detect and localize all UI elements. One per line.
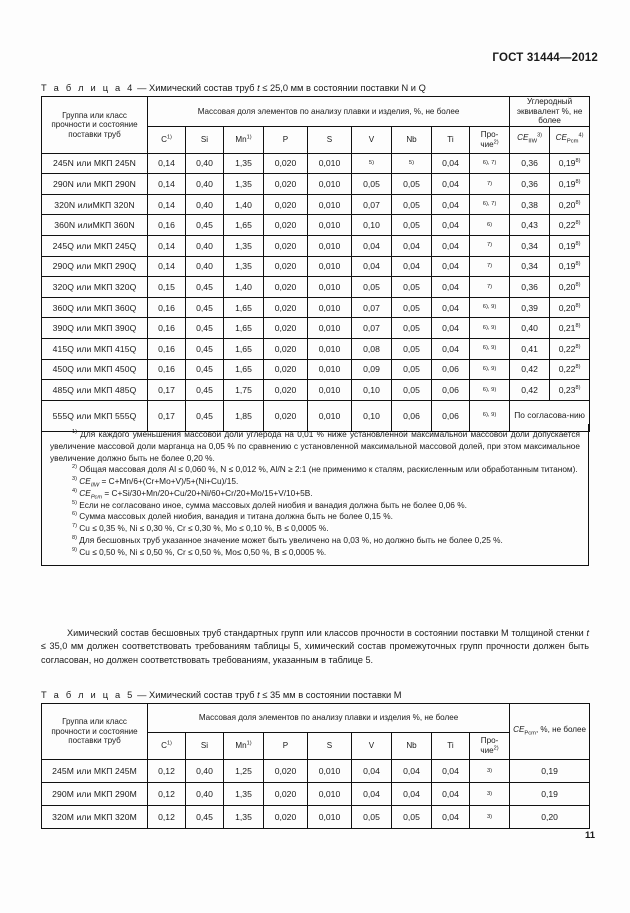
other-cell: 6) [470, 215, 510, 236]
other-cell: 7) [470, 256, 510, 277]
s-cell: 0,010 [308, 338, 352, 359]
nb-cell: 0,05 [392, 359, 432, 380]
table-4-col-ce-iiw: $CE_{IIW}^{3)}$ [510, 126, 550, 153]
standard-header: ГОСТ 31444—2012 [492, 52, 598, 64]
mn-cell: 1,25 [224, 760, 264, 783]
nb-cell: 0,06 [392, 400, 432, 431]
v-cell: 0,04 [352, 256, 392, 277]
table-4-col-other: Про- чие$^{2)}$ [470, 126, 510, 153]
c-cell: 0,14 [148, 256, 186, 277]
table-4-col-mn: Mn$^{1)}$ [224, 126, 264, 153]
table-4-header-grade: Группа или класс прочности и состояние поставки труб [42, 97, 148, 154]
s-cell: 0,010 [308, 318, 352, 339]
other-cell: 6), 9) [470, 318, 510, 339]
si-cell: 0,40 [186, 153, 224, 174]
ce-pcm-cell: 0,20 [510, 806, 590, 829]
si-cell: 0,40 [186, 783, 224, 806]
grade-cell: 245N или МКП 245N [42, 153, 148, 174]
table-5-caption-text: — Химический состав труб t ≤ 35 мм в состоянии поставки M [134, 690, 402, 700]
table-4-header-ce: Углеродный эквивалент %, не более [510, 97, 590, 127]
ce-iiw-cell: 0,40 [510, 318, 550, 339]
mn-cell: 1,40 [224, 277, 264, 298]
table-row [42, 297, 590, 318]
mn-cell: 1,65 [224, 338, 264, 359]
si-cell: 0,45 [186, 338, 224, 359]
footnote-4: $^{4)}$ $CE_{Pсm} = C+Si/30+Mn/20+Cu/20+Ni/60+Cr/20+Mo/15+V/10+5B$. [72, 487, 313, 501]
grade-cell: 290M или МКП 290M [42, 783, 148, 806]
v-cell: 0,08 [352, 338, 392, 359]
mn-cell: 1,35 [224, 806, 264, 829]
footnote-1: $^{1)}$ Для каждого уменьшения массовой доли углерода на 0,01 % ниже установленной максимальной массовой доли допускается увеличение массовой доли марганца на 0,05 % по сравнению с установленной максимальной массовой долей, при этом максимальное увеличение должно быть не более 0,20 %. [50, 429, 580, 463]
table-5-col-s: S [308, 733, 352, 760]
ti-cell: 0,04 [432, 174, 470, 195]
table-4-col-ti: Ti [432, 126, 470, 153]
si-cell: 0,45 [186, 359, 224, 380]
p-cell: 0,020 [264, 783, 308, 806]
table-4-caption-prefix: Т а б л и ц а 4 [41, 83, 135, 93]
grade-cell: 290N или МКП 290N [42, 174, 148, 195]
mn-cell: 1,65 [224, 318, 264, 339]
v-cell: 5) [352, 153, 392, 174]
si-cell: 0,45 [186, 380, 224, 401]
p-cell: 0,020 [264, 215, 308, 236]
s-cell: 0,010 [308, 194, 352, 215]
ce-pcm-cell: 0,20$^{8)}$ [550, 277, 590, 298]
table-row [42, 380, 590, 401]
ti-cell: 0,06 [432, 380, 470, 401]
table-5-col-ti: Ti [432, 733, 470, 760]
mn-cell: 1,65 [224, 359, 264, 380]
v-cell: 0,04 [352, 236, 392, 257]
table-row [42, 236, 590, 257]
grade-cell: 390Q или МКП 390Q [42, 318, 148, 339]
nb-cell: 0,05 [392, 194, 432, 215]
ti-cell: 0,04 [432, 215, 470, 236]
mn-cell: 1,75 [224, 380, 264, 401]
c-cell: 0,16 [148, 338, 186, 359]
c-cell: 0,12 [148, 806, 186, 829]
nb-cell: 0,05 [392, 318, 432, 339]
si-cell: 0,40 [186, 236, 224, 257]
p-cell: 0,020 [264, 760, 308, 783]
other-cell: 6), 9) [470, 400, 510, 431]
ti-cell: 0,04 [432, 760, 470, 783]
nb-cell: 5) [392, 153, 432, 174]
footnote-2: $^{2)}$ Общая массовая доля Al ≤ 0,060 %, N ≤ 0,012 %, Al/N ≥ 2:1 (не применимо к сталям, раскисленным или обработанным титаном). [72, 464, 578, 475]
c-cell: 0,14 [148, 153, 186, 174]
table-5-col-c: $C^{1)}$ [148, 733, 186, 760]
table-row [42, 338, 590, 359]
nb-cell: 0,05 [392, 277, 432, 298]
other-cell: 7) [470, 174, 510, 195]
si-cell: 0,45 [186, 318, 224, 339]
mn-cell: 1,35 [224, 174, 264, 195]
footnote-9: $^{9)}$ Cu ≤ 0,50 %, Ni ≤ 0,50 %, Cr ≤ 0,50 %, Mo≤ 0,50 %, B ≤ 0,0005 %. [72, 546, 327, 557]
table-row [42, 760, 590, 783]
s-cell: 0,010 [308, 153, 352, 174]
si-cell: 0,40 [186, 194, 224, 215]
table-row [42, 277, 590, 298]
table-5-caption [41, 690, 402, 700]
ti-cell: 0,04 [432, 297, 470, 318]
ce-pcm-cell: 0,22$^{8)}$ [550, 215, 590, 236]
other-cell: 6), 9) [470, 359, 510, 380]
nb-cell: 0,04 [392, 236, 432, 257]
ce-pcm-cell: 0,19$^{8)}$ [550, 236, 590, 257]
other-cell: 3) [470, 783, 510, 806]
table-4-col-s: S [308, 126, 352, 153]
s-cell: 0,010 [308, 277, 352, 298]
ce-iiw-cell: 0,36 [510, 153, 550, 174]
ce-pcm-cell: 0,19 [510, 760, 590, 783]
p-cell: 0,020 [264, 256, 308, 277]
s-cell: 0,010 [308, 359, 352, 380]
v-cell: 0,04 [352, 783, 392, 806]
v-cell: 0,05 [352, 806, 392, 829]
other-cell: 7) [470, 236, 510, 257]
ce-iiw-cell: 0,43 [510, 215, 550, 236]
mn-cell: 1,65 [224, 215, 264, 236]
grade-cell: 245Q или МКП 245Q [42, 236, 148, 257]
table-row [42, 215, 590, 236]
si-cell: 0,45 [186, 297, 224, 318]
mn-cell: 1,35 [224, 256, 264, 277]
ti-cell: 0,04 [432, 338, 470, 359]
other-cell: 6), 9) [470, 380, 510, 401]
table-4-caption-text: — Химический состав труб t ≤ 25,0 мм в состоянии поставки N и Q [134, 83, 426, 93]
grade-cell: 320N илиМКП 320N [42, 194, 148, 215]
p-cell: 0,020 [264, 380, 308, 401]
table-5 [41, 703, 590, 829]
s-cell: 0,010 [308, 760, 352, 783]
p-cell: 0,020 [264, 153, 308, 174]
ce-iiw-cell: 0,42 [510, 380, 550, 401]
grade-cell: 415Q или МКП 415Q [42, 338, 148, 359]
ce-agreed-cell: По согласова-нию [510, 400, 590, 431]
table-row [42, 359, 590, 380]
nb-cell: 0,05 [392, 806, 432, 829]
grade-cell: 290Q или МКП 290Q [42, 256, 148, 277]
s-cell: 0,010 [308, 215, 352, 236]
ce-pcm-cell: 0,19$^{8)}$ [550, 174, 590, 195]
p-cell: 0,020 [264, 338, 308, 359]
ce-pcm-cell: 0,22$^{8)}$ [550, 338, 590, 359]
v-cell: 0,09 [352, 359, 392, 380]
nb-cell: 0,04 [392, 256, 432, 277]
mn-cell: 1,85 [224, 400, 264, 431]
footnote-8: $^{8)}$ Для бесшовных труб указанное значение может быть увеличено на 0,03 %, но должно быть не более 0,25 %. [72, 535, 503, 546]
v-cell: 0,10 [352, 400, 392, 431]
ti-cell: 0,04 [432, 783, 470, 806]
si-cell: 0,45 [186, 806, 224, 829]
ce-iiw-cell: 0,41 [510, 338, 550, 359]
p-cell: 0,020 [264, 236, 308, 257]
si-cell: 0,45 [186, 400, 224, 431]
table-5-header-ce: $CE_{Pсm}$, %, не более [510, 704, 590, 760]
ce-iiw-cell: 0,34 [510, 256, 550, 277]
p-cell: 0,020 [264, 297, 308, 318]
table-5-header-elements: Массовая доля элементов по анализу плавки и изделия %, не более [148, 704, 510, 733]
ti-cell: 0,04 [432, 256, 470, 277]
other-cell: 6), 9) [470, 297, 510, 318]
ti-cell: 0,04 [432, 318, 470, 339]
table-5-col-v: V [352, 733, 392, 760]
v-cell: 0,10 [352, 380, 392, 401]
table-4-col-ce-pcm: $CE_{Pсm}^{4)}$ [550, 126, 590, 153]
table-row [42, 256, 590, 277]
v-cell: 0,07 [352, 318, 392, 339]
s-cell: 0,010 [308, 256, 352, 277]
grade-cell: 360Q или МКП 360Q [42, 297, 148, 318]
mn-cell: 1,35 [224, 236, 264, 257]
c-cell: 0,15 [148, 277, 186, 298]
mn-cell: 1,40 [224, 194, 264, 215]
c-cell: 0,14 [148, 174, 186, 195]
ce-pcm-cell: 0,20$^{8)}$ [550, 297, 590, 318]
table-row [42, 806, 590, 829]
grade-cell: 450Q или МКП 450Q [42, 359, 148, 380]
p-cell: 0,020 [264, 806, 308, 829]
other-cell: 6), 9) [470, 338, 510, 359]
p-cell: 0,020 [264, 318, 308, 339]
ce-pcm-cell: 0,19$^{8)}$ [550, 153, 590, 174]
ce-pcm-cell: 0,19$^{8)}$ [550, 256, 590, 277]
v-cell: 0,05 [352, 174, 392, 195]
nb-cell: 0,05 [392, 297, 432, 318]
other-cell: 6), 7) [470, 194, 510, 215]
nb-cell: 0,04 [392, 783, 432, 806]
p-cell: 0,020 [264, 400, 308, 431]
grade-cell: 555Q или МКП 555Q [42, 400, 148, 431]
table-5-caption-prefix: Т а б л и ц а 5 [41, 690, 135, 700]
ti-cell: 0,06 [432, 400, 470, 431]
other-cell: 3) [470, 760, 510, 783]
mn-cell: 1,65 [224, 297, 264, 318]
table-4-header-elements: Массовая доля элементов по анализу плавки и изделия, %, не более [148, 97, 510, 127]
ce-pcm-cell: 0,23$^{8)}$ [550, 380, 590, 401]
c-cell: 0,16 [148, 359, 186, 380]
mn-cell: 1,35 [224, 783, 264, 806]
s-cell: 0,010 [308, 174, 352, 195]
p-cell: 0,020 [264, 194, 308, 215]
table-row [42, 153, 590, 174]
table-4-footnotes [41, 424, 589, 566]
ce-pcm-cell: 0,20$^{8)}$ [550, 194, 590, 215]
si-cell: 0,40 [186, 174, 224, 195]
footnote-3: $^{3)}$ $CE_{IIW} = C+Mn/6+(Cr+Mo+V)/5+(Ni+Cu)/15$. [72, 476, 239, 489]
table-4-col-p: P [264, 126, 308, 153]
grade-cell: 320Q или МКП 320Q [42, 277, 148, 298]
table-4-col-c: $C^{1)}$ [148, 126, 186, 153]
si-cell: 0,45 [186, 277, 224, 298]
table-row [42, 783, 590, 806]
s-cell: 0,010 [308, 380, 352, 401]
si-cell: 0,40 [186, 256, 224, 277]
nb-cell: 0,05 [392, 380, 432, 401]
ce-iiw-cell: 0,38 [510, 194, 550, 215]
c-cell: 0,12 [148, 760, 186, 783]
other-cell: 6), 7) [470, 153, 510, 174]
c-cell: 0,16 [148, 215, 186, 236]
p-cell: 0,020 [264, 174, 308, 195]
ce-pcm-cell: 0,22$^{8)}$ [550, 359, 590, 380]
s-cell: 0,010 [308, 400, 352, 431]
page-number: 11 [584, 830, 595, 841]
table-row [42, 174, 590, 195]
si-cell: 0,40 [186, 760, 224, 783]
ti-cell: 0,04 [432, 277, 470, 298]
c-cell: 0,16 [148, 318, 186, 339]
table-4-col-v: V [352, 126, 392, 153]
ce-pcm-cell: 0,19 [510, 783, 590, 806]
ti-cell: 0,04 [432, 806, 470, 829]
table-5-col-nb: Nb [392, 733, 432, 760]
s-cell: 0,010 [308, 806, 352, 829]
nb-cell: 0,04 [392, 760, 432, 783]
ti-cell: 0,04 [432, 194, 470, 215]
table-5-col-si: Si [186, 733, 224, 760]
grade-cell: 360N илиМКП 360N [42, 215, 148, 236]
table-row [42, 318, 590, 339]
s-cell: 0,010 [308, 236, 352, 257]
table-4-col-nb: Nb [392, 126, 432, 153]
footnote-5: $^{5)}$ Если не согласовано иное, сумма массовых долей ниобия и ванадия должна быть не более 0,06 %. [72, 499, 467, 510]
ti-cell: 0,06 [432, 359, 470, 380]
footnote-6: $^{6)}$ Сумма массовых долей ниобия, ванадия и титана должна быть не более 0,15 %. [72, 511, 393, 522]
p-cell: 0,020 [264, 359, 308, 380]
footnote-7: $^{7)}$ Cu ≤ 0,35 %, Ni ≤ 0,30 %, Cr ≤ 0,30 %, Mo ≤ 0,10 %, B ≤ 0,0005 %. [72, 523, 329, 534]
table-5-col-mn: Mn$^{1)}$ [224, 733, 264, 760]
c-cell: 0,14 [148, 236, 186, 257]
c-cell: 0,17 [148, 400, 186, 431]
nb-cell: 0,05 [392, 174, 432, 195]
v-cell: 0,07 [352, 194, 392, 215]
table-5-header-grade: Группа или класс прочности и состояние поставки труб [42, 704, 148, 760]
mn-cell: 1,35 [224, 153, 264, 174]
table-row [42, 194, 590, 215]
s-cell: 0,010 [308, 783, 352, 806]
table-5-col-p: P [264, 733, 308, 760]
ti-cell: 0,04 [432, 236, 470, 257]
table-4 [41, 96, 590, 432]
v-cell: 0,04 [352, 760, 392, 783]
nb-cell: 0,05 [392, 215, 432, 236]
ti-cell: 0,04 [432, 153, 470, 174]
grade-cell: 245M или МКП 245M [42, 760, 148, 783]
ce-iiw-cell: 0,42 [510, 359, 550, 380]
c-cell: 0,12 [148, 783, 186, 806]
si-cell: 0,45 [186, 215, 224, 236]
s-cell: 0,010 [308, 297, 352, 318]
ce-iiw-cell: 0,39 [510, 297, 550, 318]
v-cell: 0,07 [352, 297, 392, 318]
v-cell: 0,10 [352, 215, 392, 236]
grade-cell: 485Q или МКП 485Q [42, 380, 148, 401]
c-cell: 0,14 [148, 194, 186, 215]
other-cell: 3) [470, 806, 510, 829]
table-4-col-si: Si [186, 126, 224, 153]
table-4-caption [41, 83, 426, 93]
ce-pcm-cell: 0,21$^{8)}$ [550, 318, 590, 339]
v-cell: 0,05 [352, 277, 392, 298]
c-cell: 0,17 [148, 380, 186, 401]
other-cell: 7) [470, 277, 510, 298]
body-paragraph-1: Химический состав бесшовных труб стандартных групп или классов прочности в состоянии поставки M толщиной стенки t ≤ 35,0 мм должен соответствовать требованиям таблицы 5, химический состав промежуточных групп прочности должен быть согласован, но должен соответствовать требованиям, указанным в таблице 5. [41, 628, 589, 665]
ce-iiw-cell: 0,34 [510, 236, 550, 257]
table-5-col-other: Про- чие$^{2)}$ [470, 733, 510, 760]
nb-cell: 0,05 [392, 338, 432, 359]
grade-cell: 320M или МКП 320M [42, 806, 148, 829]
ce-iiw-cell: 0,36 [510, 277, 550, 298]
c-cell: 0,16 [148, 297, 186, 318]
p-cell: 0,020 [264, 277, 308, 298]
ce-iiw-cell: 0,36 [510, 174, 550, 195]
